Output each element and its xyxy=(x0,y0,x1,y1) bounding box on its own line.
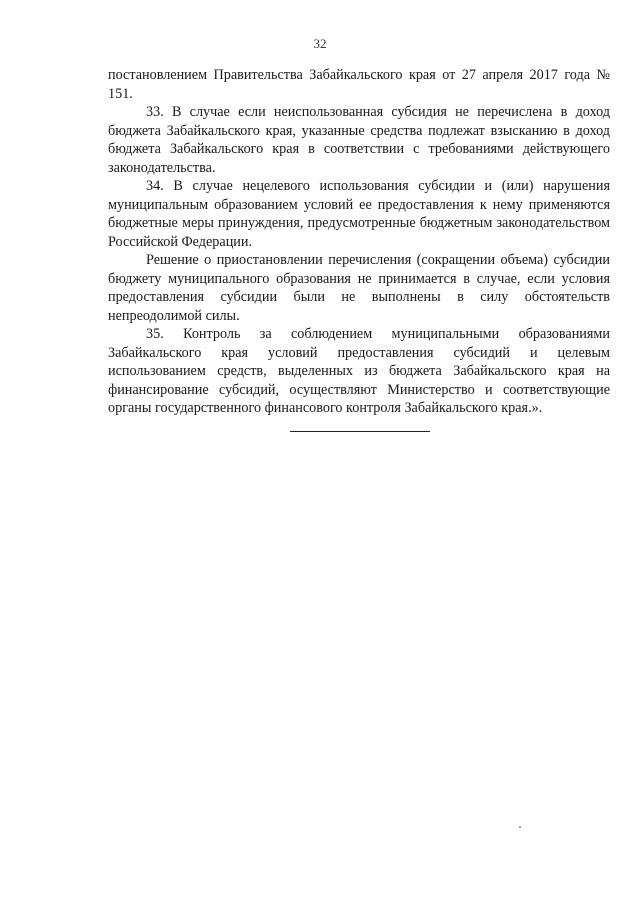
paragraph-continuation: постановлением Правительства Забайкальского края от 27 апреля 2017 года № 151. xyxy=(108,67,610,102)
document-body xyxy=(108,66,610,418)
scan-speck xyxy=(519,826,521,828)
page-number: 32 xyxy=(313,36,327,51)
paragraph-35: 35. Контроль за соблюдением муниципальными образованиями Забайкальского края условий предоставления субсидий и целевым использованием средств, выделенных из бюджета Забайкальского края на финансирование субсидий, осуществляют Министерство и соответствующие органы государственного финансового контроля Забайкальского края.». xyxy=(108,326,610,416)
paragraph-decision: Решение о приостановлении перечисления (сокращении объема) субсидии бюджету муниципального образования не принимается в случае, если условия предоставления субсидии были не выполнены в силу обстоятельств непреодолимой силы. xyxy=(108,252,610,324)
paragraph-34: 34. В случае нецелевого использования субсидии и (или) нарушения муниципальным образованием условий ее предоставления к нему применяются бюджетные меры принуждения, предусмотренные бюджетным законодательством Российской Федерации. xyxy=(108,178,610,250)
end-divider-line xyxy=(290,431,430,432)
paragraph-33: 33. В случае если неиспользованная субсидия не перечислена в доход бюджета Забайкальского края, указанные средства подлежат взысканию в доход бюджета Забайкальского края в соответствии с требованиями действующего законодательства. xyxy=(108,104,610,176)
